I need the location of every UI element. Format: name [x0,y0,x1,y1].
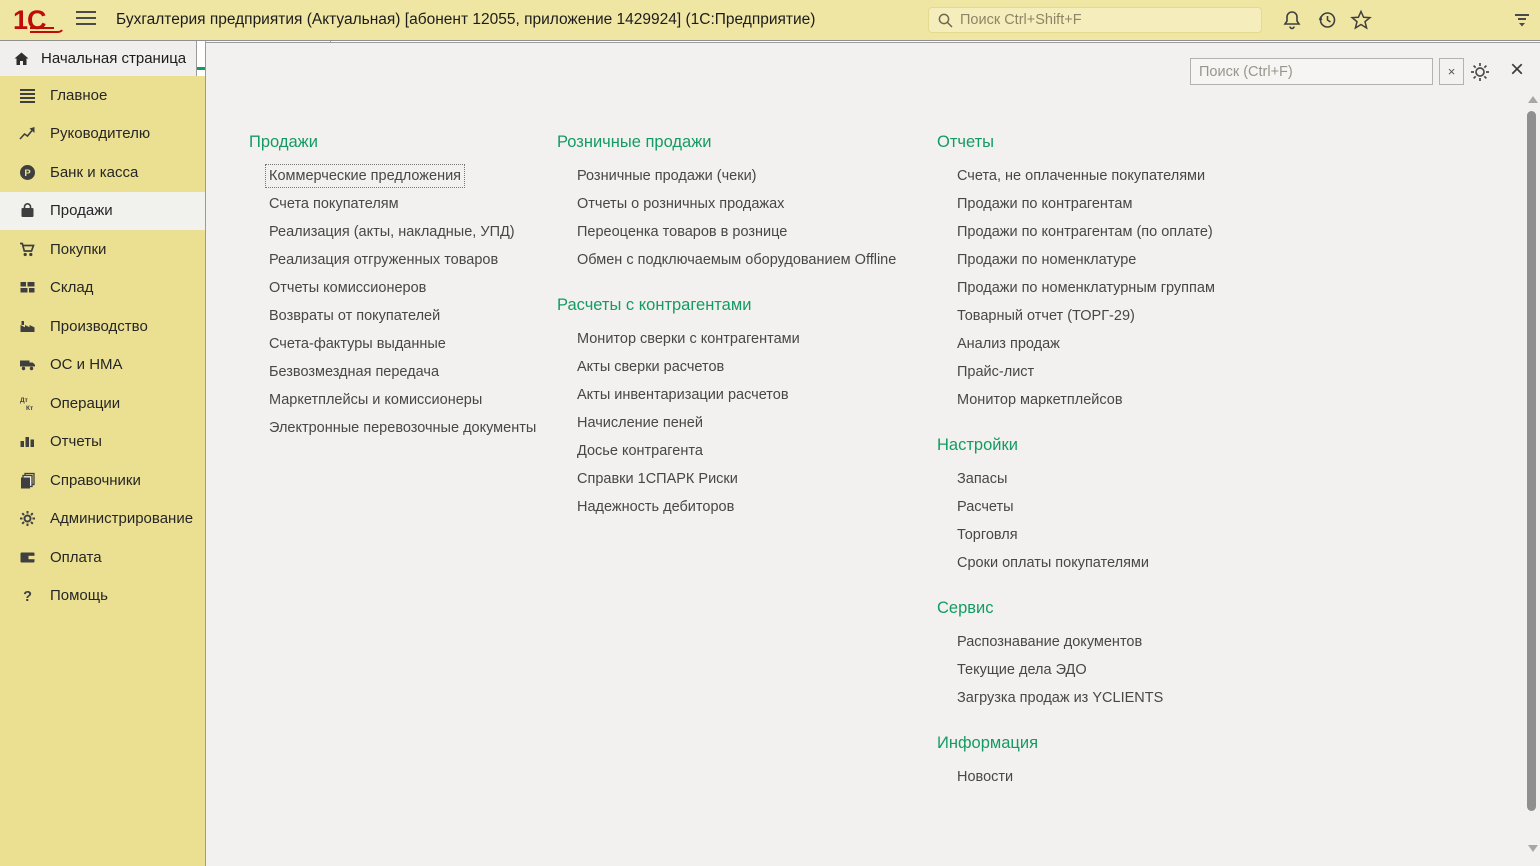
command-row [249,302,536,330]
sidebar-item-4[interactable] [0,192,205,231]
svg-text:Р: Р [24,167,31,179]
command-link[interactable]: Торговля [957,527,1018,543]
command-link[interactable]: Текущие дела ЭДО [957,662,1087,678]
command-row [557,437,896,465]
sidebar-item-9[interactable] [0,384,205,423]
command-link[interactable]: Отчеты комиссионеров [269,280,427,296]
command-row [937,521,1215,549]
cart-icon [19,241,36,258]
panel-column-2 [557,132,896,521]
warehouse-grid-icon [19,279,36,296]
dt-kt-icon [19,395,36,412]
menu-section [937,598,1215,712]
command-row [557,493,896,521]
command-link[interactable]: Маркетплейсы и комиссионеры [269,392,483,408]
sidebar-item-11[interactable] [0,461,205,500]
command-link[interactable]: Товарный отчет (ТОРГ-29) [957,308,1135,324]
svg-text:Кт: Кт [26,404,34,412]
question-icon [19,587,36,604]
command-row [937,302,1215,330]
global-search-input[interactable] [960,12,1261,28]
command-link[interactable]: Обмен с подключаемым оборудованием Offline [577,252,897,268]
sidebar-item-label: Главное [50,86,108,104]
command-row [249,218,536,246]
notifications-bell-icon[interactable] [1281,9,1303,31]
favorites-star-icon[interactable] [1350,9,1372,31]
ruble-circle-icon [19,164,36,181]
section-title: Сервис [937,599,994,617]
command-row [937,628,1215,656]
section-title: Информация [937,734,1039,752]
section-title: Продажи [249,133,318,151]
search-clear-button[interactable]: × [1439,58,1464,85]
1c-logo-icon[interactable]: 1С [13,4,65,36]
sidebar-item-10[interactable] [0,423,205,462]
command-link[interactable]: Продажи по контрагентам [957,196,1133,212]
command-row [249,246,536,274]
command-link[interactable]: Переоценка товаров в рознице [577,224,788,240]
command-link[interactable]: Монитор сверки с контрагентами [577,331,800,347]
command-link[interactable]: Надежность дебиторов [577,499,735,515]
sidebar-item-label: Администрирование [50,510,194,528]
panel-settings-gear-icon[interactable] [1468,60,1492,84]
panel-column-1 [249,132,536,442]
command-link[interactable]: Продажи по номенклатуре [957,252,1137,268]
menu-lines-icon [19,87,36,104]
command-link[interactable]: Запасы [957,471,1008,487]
vertical-scrollbar[interactable] [1526,93,1538,863]
command-row [557,465,896,493]
truck-icon [19,356,36,373]
sidebar-item-1[interactable] [0,76,205,115]
command-link[interactable]: Расчеты [957,499,1014,515]
factory-icon [19,318,36,335]
command-row [937,549,1215,577]
sidebar-item-12[interactable] [0,500,205,539]
command-row [249,414,536,442]
scroll-down-arrow-icon[interactable] [1528,845,1538,852]
command-link[interactable]: Возвраты от покупателей [269,308,441,324]
command-link[interactable]: Справки 1СПАРК Риски [577,471,738,487]
scrollbar-thumb[interactable] [1527,111,1536,811]
sidebar-item-2[interactable] [0,115,205,154]
command-link[interactable]: Прайс-лист [957,364,1035,380]
menu-section [937,132,1215,414]
command-row [937,493,1215,521]
sidebar-item-7[interactable] [0,307,205,346]
history-icon[interactable] [1316,9,1338,31]
command-row [557,353,896,381]
menu-section [557,295,896,521]
command-row [937,190,1215,218]
global-search[interactable] [928,7,1262,33]
sidebar-item-8[interactable] [0,346,205,385]
sidebar-item-label: Отчеты [50,433,102,451]
panel-column-3 [937,132,1215,791]
sales-function-panel [205,42,1540,866]
tab-home-page[interactable] [0,41,197,76]
command-link[interactable]: Электронные перевозочные документы [269,420,537,436]
sidebar-item-label: Производство [50,317,148,335]
command-row [937,218,1215,246]
menu-section [937,733,1215,791]
command-link[interactable]: Акты сверки расчетов [577,359,725,375]
command-row [249,274,536,302]
menu-section [937,435,1215,577]
title-bar [0,0,1540,40]
command-row [557,409,896,437]
command-row [937,330,1215,358]
svg-text:Дт: Дт [20,396,28,404]
command-link[interactable]: Счета-фактуры выданные [269,336,446,352]
command-link[interactable]: Коммерческие предложения [269,168,462,184]
command-row [937,656,1215,684]
home-icon [13,51,30,67]
command-link[interactable]: Отчеты о розничных продажах [577,196,785,212]
bar-chart-icon [19,433,36,450]
command-row [249,386,536,414]
panel-search[interactable] [1190,58,1433,85]
sidebar-item-label: Справочники [50,471,141,489]
titlebar-divider [0,40,1540,41]
command-row [937,684,1215,712]
command-row [937,465,1215,493]
section-title: Расчеты с контрагентами [557,296,752,314]
command-row [557,162,896,190]
command-row [249,190,536,218]
wallet-icon [19,549,36,566]
panel-close-icon[interactable]: × [1509,56,1524,83]
command-link[interactable]: Анализ продаж [957,336,1060,352]
app-title: Бухгалтерия предприятия (Актуальная) [абонент 12055, приложение 1429924] (1С:Предприятие) [116,11,816,28]
sidebar-item-label: Оплата [50,548,102,566]
sidebar-item-3[interactable] [0,153,205,192]
command-row [937,358,1215,386]
section-title: Отчеты [937,133,995,151]
sidebar-item-label: Продажи [50,202,113,220]
command-link[interactable]: Счета, не оплаченные покупателями [957,168,1206,184]
command-link[interactable]: Розничные продажи (чеки) [577,168,757,184]
command-row [937,162,1215,190]
command-link[interactable]: Реализация (акты, накладные, УПД) [269,224,515,240]
sales-bag-icon [19,202,36,219]
sidebar-item-label: Склад [50,279,94,297]
command-row [557,218,896,246]
section-title: Розничные продажи [557,133,712,151]
command-link[interactable]: Начисление пеней [577,415,703,431]
command-row [937,274,1215,302]
sidebar-item-label: Операции [50,394,121,412]
gear-icon [19,510,36,527]
sidebar-item-5[interactable] [0,230,205,269]
command-link[interactable]: Продажи по номенклатурным группам [957,280,1215,296]
sidebar-item-14[interactable] [0,577,205,616]
sidebar-item-13[interactable] [0,538,205,577]
command-row [557,190,896,218]
command-link[interactable]: Распознавание документов [957,634,1143,650]
panel-search-input[interactable] [1191,64,1432,80]
command-link[interactable]: Загрузка продаж из YCLIENTS [957,690,1164,706]
command-link[interactable]: Продажи по контрагентам (по оплате) [957,224,1213,240]
menu-section [557,132,896,274]
command-row [249,330,536,358]
command-link[interactable]: Монитор маркетплейсов [957,392,1123,408]
command-link[interactable]: Реализация отгруженных товаров [269,252,499,268]
sidebar-item-label: Банк и касса [50,163,139,181]
command-row [249,162,536,190]
command-row [557,381,896,409]
sidebar-item-label: Помощь [50,587,108,605]
command-row [557,246,896,274]
command-link[interactable]: Акты инвентаризации расчетов [577,387,789,403]
sidebar-item-6[interactable] [0,269,205,308]
sidebar-item-label: Руководителю [50,125,151,143]
command-row [249,358,536,386]
command-link[interactable]: Новости [957,769,1014,785]
section-title: Настройки [937,436,1018,454]
svg-text:?: ? [23,589,32,605]
books-icon [19,472,36,489]
command-link[interactable]: Безвозмездная передача [269,364,440,380]
trend-chart-icon [19,125,36,142]
tab-home-label: Начальная страница [41,50,187,67]
main-menu-icon[interactable] [76,11,96,29]
search-icon [937,12,954,29]
command-row [937,763,1215,791]
command-row [937,386,1215,414]
scroll-up-arrow-icon[interactable] [1528,96,1538,103]
sidebar-item-label: ОС и НМА [50,356,123,374]
command-link[interactable]: Счета покупателям [269,196,399,212]
command-row [557,325,896,353]
sidebar-item-label: Покупки [50,240,107,258]
sidebar [0,76,205,866]
command-link[interactable]: Сроки оплаты покупателями [957,555,1149,571]
menu-section [249,132,536,442]
command-link[interactable]: Досье контрагента [577,443,703,459]
command-row [937,246,1215,274]
service-menu-icon[interactable] [1511,11,1533,33]
